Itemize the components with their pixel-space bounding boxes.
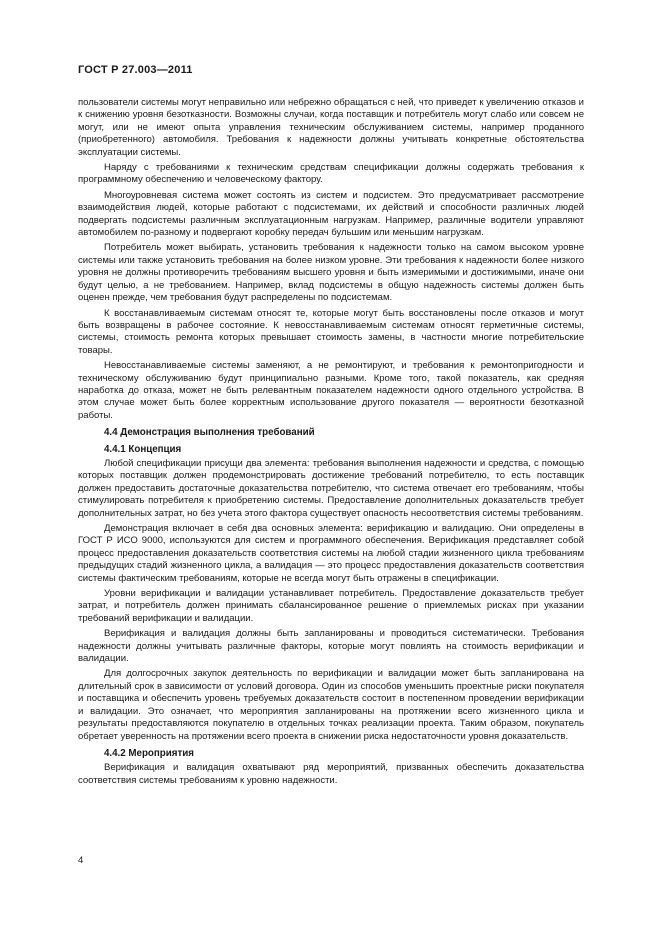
paragraph-continued: пользователи системы могут неправильно или небрежно обращаться с ней, что приведет к увеличению отказов и к снижению уровня безотказности. Возможны случаи, когда поставщик и потребитель могут слабо или совсем не могут, или не имеют опыта управления техническим обслуживанием системы, например проданного (приобретенного) автомобиля. Требования к надежности должны учитывать конкретные обстоятельства эксплуатации системы. <box>78 97 584 158</box>
paragraph-specification-elements: Любой спецификации присущи два элемента: требования выполнения надежности и средства, с помощью которых поставщик должен продемонстрировать достижение требований потребителю, то есть поставщик должен предоставить достаточные доказательства потребителю, что система отвечает его требованиям, чтобы стимулировать потребителя к приобретению системы. Предоставление дополнительных доказательств требует дополнительных затрат, но без учета этого фактора существует опасность несоответствия системы требованиям. <box>78 457 584 519</box>
section-heading-4-4-2: 4.4.2 Мероприятия <box>104 747 194 759</box>
paragraph-multilevel-system: Многоуровневая система может состоять из систем и подсистем. Это предусматривает рассмотрение взаимодействия людей, которые работают с подсистемами, их действий и способности различных людей подвергать подсистемы различным эксплуатационным нагрузкам. Например, различные водители управляют автомобилем по-разному и подвергают коробку передач бульшим или меньшим нагрузкам. <box>78 189 584 239</box>
paragraph-repairable-systems: К восстанавливаемым системам относят те, которые могут быть восстановлены после отказов и могут быть возвращены в рабочее состояние. К невосстанавливаемым системам относят герметичные системы, системы, стоимость ремонта которых превышает стоимость замены, в частности многие потребительские товары. <box>78 307 584 356</box>
paragraph-software-human-factor: Наряду с требованиями к техническим средствам спецификации должны содержать требования к программному обеспечению и человеческому фактору. <box>78 162 584 186</box>
paragraph-verification-validation: Демонстрация включает в себя два основных элемента: верификацию и валидацию. Они определены в ГОСТ Р ИСО 9000, используются для систем и программного обеспечения. Верификация представляет собой процесс предоставления доказательств соответствия системы на любой стадии жизненного цикла требованиям предыдущих стадий жизненного цикла, а валидация — это процесс предоставления доказательств соответствия системы фактическим требованиям, которые не всегда могут быть отражены в спецификации. <box>78 523 584 584</box>
page-number: 4 <box>78 855 84 866</box>
section-heading-4-4: 4.4 Демонстрация выполнения требований <box>104 427 315 439</box>
paragraph-levels-set-by-consumer: Уровни верификации и валидации устанавливает потребитель. Предоставление доказательств требует затрат, и потребитель должен принимать сбалансированное решение о приемлемых рисках при указании требований верификации и валидации. <box>78 588 584 624</box>
running-header-doc-code: ГОСТ Р 27.003—2011 <box>78 64 193 76</box>
paragraph-activities: Верификация и валидация охватывают ряд мероприятий, призванных обеспечить доказательства соответствия системы требованиям к уровню надежности. <box>78 762 584 786</box>
section-heading-4-4-1: 4.4.1 Концепция <box>104 443 182 455</box>
paragraph-planning: Верификация и валидация должны быть запланированы и проводиться систематически. Требования надежности должны учитывать различные факторы, которые могут повлиять на стоимость верификации и валидации. <box>78 628 584 665</box>
paragraph-nonrepairable-systems: Невосстанавливаемые системы заменяют, а не ремонтируют, и требования к ремонтопригодности и техническому обслуживанию будут принципиально разными. Кроме того, такой показатель, как средняя наработка до отказа, может не быть релевантным показателем надежности одного отдельного устройства. В этом случае может быть более корректным использование другого показателя — вероятности безотказной работы. <box>78 360 584 421</box>
page-body <box>78 97 584 787</box>
paragraph-long-term-procurement: Для долгосрочных закупок деятельность по верификации и валидации может быть запланирована на длительный срок в зависимости от условий договора. Один из способов уменьшить проектные риски покупателя и поставщика и обеспечить уровень требуемых доказательств состоит в постепенном проведении верификации и валидации. Это означает, что мероприятия запланированы на протяжении всего жизненного цикла и результаты предоставляются покупателю в отдельных точках реализации проекта. Таким образом, покупатель обретает уверенность на протяжении всего проекта в снижении риска недостаточности уровня доказательств. <box>78 668 584 742</box>
paragraph-requirement-levels: Потребитель может выбирать, установить требования к надежности только на самом высоком уровне системы или также установить требования на более низком уровне. Эти требования к надежности более низкого уровня не должны противоречить требованиям высшего уровня и быть измеримыми и достижимыми, иначе они будут целью, а не требованием. Например, вклад подсистемы в общую надежность системы должен быть оценен прежде, чем требования будут распределены по подсистемам. <box>78 242 584 304</box>
